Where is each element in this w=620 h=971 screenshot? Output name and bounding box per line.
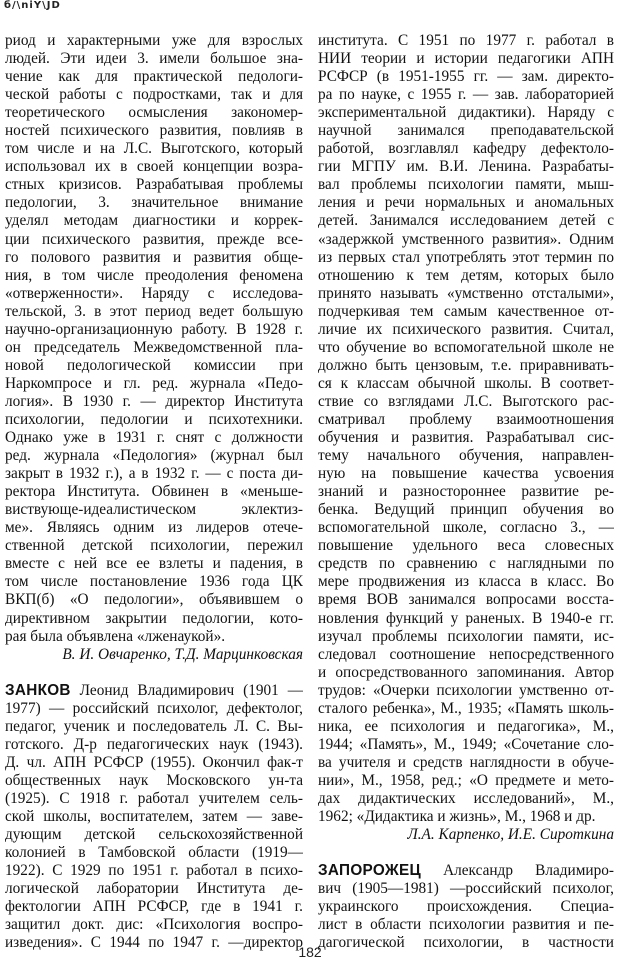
text-line: изучал проблемы психологии памяти, ис- bbox=[318, 627, 614, 645]
entry-gap bbox=[5, 664, 303, 682]
text-line: вспомогательной школе, согласно 3., — bbox=[318, 519, 614, 537]
text-line: риод и характерными уже для взрослых bbox=[5, 32, 303, 49]
text-line: ника, ее психология и педагогика», М., bbox=[318, 717, 614, 735]
text-line: ции психического развития, прежде все- bbox=[5, 230, 303, 248]
text-line: сталого ребенка», М., 1935; «Память школь- bbox=[318, 699, 614, 717]
text-line: педагог, ученик и последователь Л. С. Вы- bbox=[5, 717, 303, 735]
text-line: ской школы, воспитателем, затем — заве- bbox=[5, 807, 303, 825]
text-line: ственной детской психологии, пережил bbox=[5, 537, 303, 555]
text-line: чение как для практической педологи- bbox=[5, 68, 303, 86]
text-line-rest: Леонид Владимирович (1901 — bbox=[70, 681, 303, 699]
text-line: общественных наук Московского ун-та bbox=[5, 771, 303, 789]
text-line: ческой работы с подростками, так и для bbox=[5, 86, 303, 104]
text-line: он председатель Межведомственной пла- bbox=[5, 338, 303, 356]
text-line: научно-организационную работу. В 1928 г. bbox=[5, 320, 303, 338]
running-head: б/\niY\JD bbox=[4, 0, 61, 11]
entry-first-line bbox=[318, 862, 614, 880]
text-line: 1962; «Дидактика и жизнь», М., 1968 и др. bbox=[318, 808, 596, 826]
text-line: психологии, педологии и психотехники. bbox=[5, 410, 303, 428]
text-line: использовал их в своей концепции возра- bbox=[5, 158, 303, 176]
text-line: ную на повышение качества усвоения bbox=[318, 465, 614, 483]
text-line: научной занимался преподавательской bbox=[318, 122, 614, 140]
text-line: экспериментальной дидактики). Наряду с bbox=[318, 104, 614, 122]
text-line: том числе постановление 1936 года ЦК bbox=[5, 573, 303, 591]
text-line: обучения и развития. Разрабатывал сис- bbox=[318, 429, 614, 447]
entry-headword: ЗАНКОВ bbox=[5, 681, 71, 699]
text-line: дах дидактических исследований», М., bbox=[318, 789, 614, 807]
text-line: тему начального обучения, направлен- bbox=[318, 447, 614, 465]
text-line: института. С 1951 по 1977 г. работал в bbox=[318, 32, 614, 49]
text-line: новой педологической комиссии при bbox=[5, 356, 303, 374]
text-line: ра по науке, с 1955 г. — зав. лабораторией bbox=[318, 86, 614, 104]
page-number: 182 bbox=[298, 944, 322, 960]
text-line: ствие со взглядами Л.С. Выготского рас- bbox=[318, 392, 614, 410]
text-line: дагогической психологии, в частности bbox=[318, 934, 614, 952]
text-line: украинского происхождения. Специа- bbox=[318, 898, 614, 916]
text-line: время ВОВ занимался вопросами восста- bbox=[318, 591, 614, 609]
text-line: виствующе-идеалистическом эклектиз- bbox=[5, 501, 303, 519]
text-line: средств по сравнению с наглядными по bbox=[318, 555, 614, 573]
text-line: 1944; «Память», М., 1949; «Сочетание сло- bbox=[318, 735, 614, 753]
text-line: людей. Эти идеи 3. имели большое зна- bbox=[5, 50, 303, 68]
text-line: «задержкой умственного развития». Одним bbox=[318, 230, 614, 248]
left-column bbox=[5, 32, 303, 952]
text-line: фектологии АПН РСФСР, где в 1941 г. bbox=[5, 898, 303, 916]
text-line: работой, возглавлял кафедру дефектоло- bbox=[318, 140, 614, 158]
text-line: 1977) — российский психолог, дефектолог, bbox=[5, 699, 303, 717]
text-line: ме». Являясь одним из лидеров отече- bbox=[5, 519, 303, 537]
text-line: мере продвижения из класса в класс. Во bbox=[318, 573, 614, 591]
text-line: Однако уже в 1931 г. снят с должности bbox=[5, 429, 303, 447]
text-line: должно быть цензовым, т.е. приравнивать- bbox=[318, 356, 614, 374]
text-line: отношению к тем детям, которых было bbox=[318, 266, 614, 284]
text-line: рая была объявлена «лженаукой». bbox=[5, 627, 226, 645]
entry-headword: ЗАПОРОЖЕЦ bbox=[318, 862, 421, 880]
text-line: повышение удельного веса словесных bbox=[318, 537, 614, 555]
text-line: ва учителя и средств наглядности в обуче- bbox=[318, 753, 614, 771]
left-article-author: В. И. Овчаренко, Т.Д. Марцинковская bbox=[62, 645, 303, 663]
text-line: педологии, 3. значительное внимание bbox=[5, 194, 303, 212]
text-line: бенка. Ведущий принцип обучения во bbox=[318, 501, 614, 519]
text-line: вместе с ней все ее взлеты и падения, в bbox=[5, 555, 303, 573]
text-line: изведения». С 1944 по 1947 г. —директор bbox=[5, 934, 303, 952]
text-line: логической лаборатории Института де- bbox=[5, 880, 303, 898]
right-article-author: Л.А. Карпенко, И.Е. Сироткина bbox=[407, 826, 614, 844]
text-line: колонией в Тамбовской области (1919— bbox=[5, 844, 303, 862]
text-line: и опосредствованного запоминания. Автор bbox=[318, 663, 614, 681]
text-line: ректора Института. Обвинен в «меньше- bbox=[5, 483, 303, 501]
right-column bbox=[318, 32, 614, 952]
text-line: вич (1905—1981) —российский психолог, bbox=[318, 880, 614, 898]
text-line-rest: Александр Владимиро- bbox=[420, 862, 614, 880]
text-line: что обучение во вспомогательной школе не bbox=[318, 338, 614, 356]
text-line: нии», М., 1958, ред.; «О предмете и мето- bbox=[318, 771, 614, 789]
text-line: ления и речи нормальных и аномальных bbox=[318, 194, 614, 212]
text-line: Д. чл. АПН РСФСР (1955). Окончил фак-т bbox=[5, 753, 303, 771]
entry-first-line bbox=[5, 682, 303, 700]
text-line: лист в области психологии развития и пе- bbox=[318, 916, 614, 934]
text-line: ред. журнала «Педология» (журнал был bbox=[5, 447, 303, 465]
text-line: личие их психического развития. Считал, bbox=[318, 320, 614, 338]
text-line: НИИ теории и истории педагогики АПН bbox=[318, 50, 614, 68]
text-line: тельской, 3. в этот период ведет большую bbox=[5, 302, 303, 320]
text-line: защитил докт. дис: «Психология воспро- bbox=[5, 916, 303, 934]
text-line: ВКП(б) «О педологии», объявившем о bbox=[5, 591, 303, 609]
text-line: вал проблемы психологии памяти, мыш- bbox=[318, 176, 614, 194]
text-line: подчеркивая тем самым качественное от- bbox=[318, 302, 614, 320]
text-line: стных кризисов. Разрабатывая проблемы bbox=[5, 176, 303, 194]
text-line: ния, в том числе преодоления феномена bbox=[5, 266, 303, 284]
text-line: директивном закрытии педологии, кото- bbox=[5, 609, 303, 627]
text-line: сматривал проблему взаимоотношения bbox=[318, 410, 614, 428]
text-line: РСФСР (в 1951-1955 гг. — зам. директо- bbox=[318, 68, 614, 86]
entry-zaporozhets bbox=[318, 862, 614, 952]
text-line: трудов: «Очерки психологии умственно от- bbox=[318, 681, 614, 699]
text-line: теоретического осмысления закономер- bbox=[5, 104, 303, 122]
text-line: «отверженности». Наряду с исследова- bbox=[5, 284, 303, 302]
text-line: готского. Д-р педагогических наук (1943). bbox=[5, 735, 303, 753]
text-line: следовал соотношение непосредственного bbox=[318, 645, 614, 663]
text-line: го полового развития и развития обще- bbox=[5, 248, 303, 266]
right-column-text bbox=[318, 32, 614, 826]
text-line: закрыт в 1932 г.), а в 1932 г. — с поста ди- bbox=[5, 465, 303, 483]
text-line: принято называть «умственно отсталыми», bbox=[318, 284, 614, 302]
text-line: ся к классам обычной школы. В соответ- bbox=[318, 374, 614, 392]
text-line: детей. Занимался исследованием детей с bbox=[318, 212, 614, 230]
text-line: знаний и разностороннее развитие ре- bbox=[318, 483, 614, 501]
text-line: (1925). С 1918 г. работал учителем сель- bbox=[5, 789, 303, 807]
text-line: из первых стал употреблять этот термин по bbox=[318, 248, 614, 266]
text-line: ностей психического развития, повлияв в bbox=[5, 122, 303, 140]
entry-gap bbox=[318, 844, 614, 862]
text-line: Наркомпросе и гл. ред. журнала «Педо- bbox=[5, 374, 303, 392]
text-line: уделял методам диагностики и коррек- bbox=[5, 212, 303, 230]
text-line: гии МГПУ им. В.И. Ленина. Разрабаты- bbox=[318, 158, 614, 176]
text-line: дующим детской сельскохозяйственной bbox=[5, 826, 303, 844]
text-line: новления функций у раненых. В 1940-е гг. bbox=[318, 609, 614, 627]
text-line: том числе и на Л.С. Выготского, который bbox=[5, 140, 303, 158]
text-line: 1922). С 1929 по 1951 г. работал в психо- bbox=[5, 862, 303, 880]
entry-zankov bbox=[5, 682, 303, 953]
left-column-text bbox=[5, 32, 303, 646]
text-line: логия». В 1930 г. — директор Института bbox=[5, 392, 303, 410]
